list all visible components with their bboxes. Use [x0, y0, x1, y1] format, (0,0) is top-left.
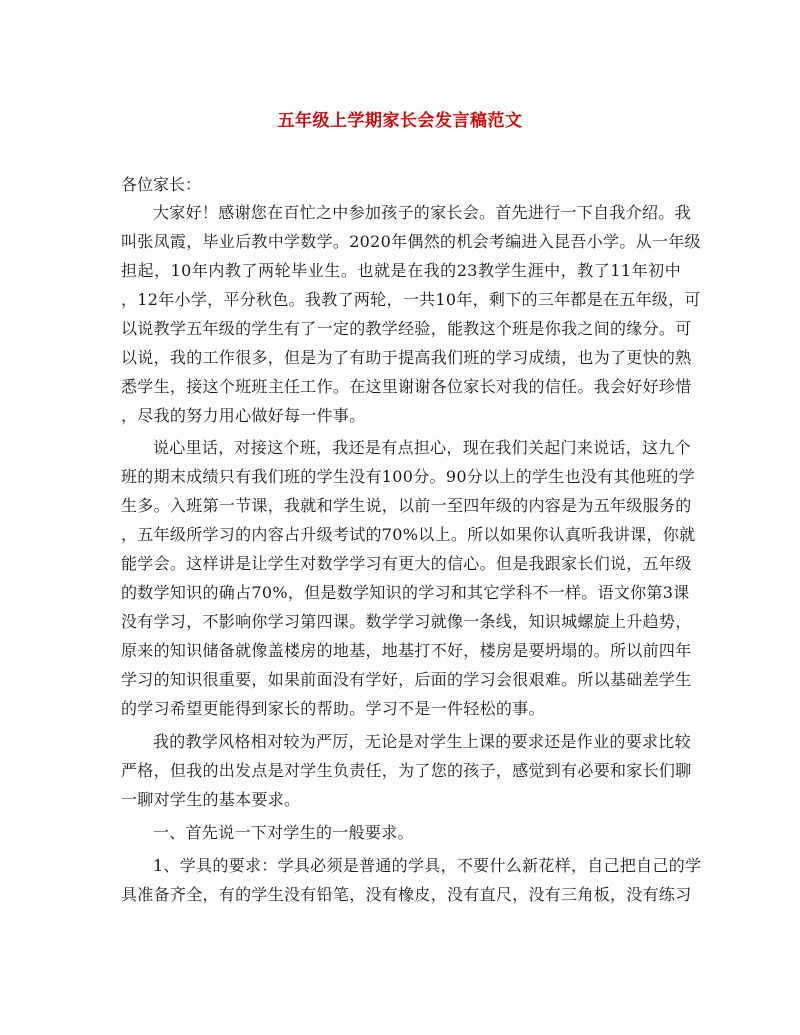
text-line: 具准备齐全，有的学生没有铅笔，没有橡皮，没有直尺，没有三角板，没有练习: [121, 885, 692, 904]
text-line: 我的教学风格相对较为严厉，无论是对学生上课的要求还是作业的要求比较: [153, 732, 691, 751]
text-line: 能学会。这样讲是让学生对数学学习有更大的信心。但是我跟家长们说，五年级: [121, 554, 692, 573]
document-title: 五年级上学期家长会发言稿范文: [277, 111, 523, 131]
text-line: 大家好！感谢您在百忙之中参加孩子的家长会。首先进行一下自我介绍。我: [153, 203, 691, 222]
text-line: 班的期末成绩只有我们班的学生没有100分。90分以上的学生也没有其他班的学: [121, 467, 695, 486]
text-line: 严格，但我的出发点是对学生负责任，为了您的孩子，感觉到有必要和家长们聊: [121, 761, 692, 780]
text-line: ，尽我的努力用心做好每一件事。: [121, 406, 366, 425]
text-line: 一、首先说一下对学生的一般要求。: [153, 823, 414, 842]
text-line: 没有学习，不影响你学习第四课。数学学习就像一条线，知识城螺旋上升趋势，: [121, 612, 692, 631]
text-line: 叫张凤霞，毕业后教中学数学。2020年偶然的机会考编进入昆吾小学。从一年级: [121, 232, 701, 251]
text-line: 的学习希望更能得到家长的帮助。学习不是一件轻松的事。: [121, 699, 545, 718]
text-line: ，12年小学，平分秋色。我教了两轮，一共10年，剩下的三年都是在五年级，可: [121, 290, 701, 309]
text-line: 一聊对学生的基本要求。: [121, 790, 301, 809]
text-line: 生多。入班第一节课，我就和学生说，以前一至四年级的内容是为五年级服务的: [121, 496, 692, 515]
text-line: 学习的知识很重要，如果前面没有学好，后面的学习会很艰难。所以基础差学生: [121, 670, 692, 689]
text-line: 说心里话，对接这个班，我还是有点担心，现在我们关起门来说话，这九个: [153, 438, 691, 457]
salutation: 各位家长：: [121, 175, 202, 194]
text-line: 以说教学五年级的学生有了一定的教学经验，能教这个班是你我之间的缘分。可: [121, 319, 692, 338]
text-line: ，五年级所学习的内容占升级考试的70%以上。所以如果你认真听我讲课，你就: [121, 525, 696, 544]
text-line: 悉学生，接这个班班主任工作。在这里谢谢各位家长对我的信任。我会好好珍惜: [121, 377, 692, 396]
text-line: 担起，10年内教了两轮毕业生。也就是在我的23教学生涯中，教了11年初中: [121, 261, 681, 280]
text-line: 1、学具的要求：学具必须是普通的学具，不要什么新花样，自己把自己的学: [153, 856, 702, 875]
text-line: 以说，我的工作很多，但是为了有助于提高我们班的学习成绩，也为了更快的熟: [121, 348, 692, 367]
text-line: 原来的知识储备就像盖楼房的地基，地基打不好，楼房是要坍塌的。所以前四年: [121, 641, 692, 660]
text-line: 的数学知识的确占70%，但是数学知识的学习和其它学科不一样。语文你第3课: [121, 583, 690, 602]
